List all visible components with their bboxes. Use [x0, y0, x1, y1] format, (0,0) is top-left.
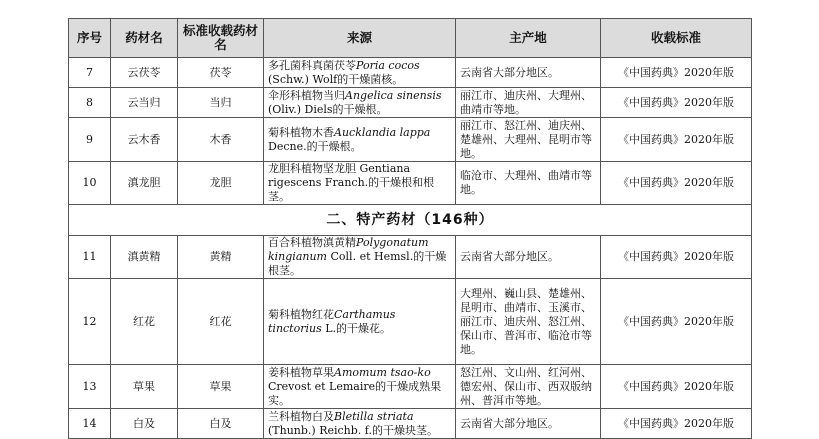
- source-family: 多孔菌科真菌茯苓: [268, 58, 356, 72]
- cell-standard: 《中国药典》2020年版: [601, 236, 752, 279]
- cell-area: 云南省大部分地区。: [456, 58, 601, 88]
- source-detail: Decne.的干燥根。: [268, 139, 362, 153]
- cell-no: 7: [69, 58, 111, 88]
- source-detail: (Schw.) Wolf的干燥菌核。: [268, 72, 404, 86]
- cell-name: 滇黄精: [111, 236, 178, 279]
- cell-standard: 《中国药典》2020年版: [601, 365, 752, 409]
- cell-name: 云当归: [111, 88, 178, 118]
- table-row: [69, 162, 752, 205]
- section-row: [69, 205, 752, 236]
- cell-source: [264, 365, 456, 409]
- cell-standard: 《中国药典》2020年版: [601, 279, 752, 365]
- cell-standard: 《中国药典》2020年版: [601, 88, 752, 118]
- cell-no: 9: [69, 118, 111, 162]
- cell-standard-name: 木香: [178, 118, 264, 162]
- cell-standard-name: 当归: [178, 88, 264, 118]
- cell-area: 丽江市、迪庆州、大理州、曲靖市等地。: [456, 88, 601, 118]
- cell-standard-name: 白及: [178, 409, 264, 439]
- header-no: 序号: [69, 19, 111, 58]
- source-latin-name: Carthamus tinctorius: [268, 307, 396, 335]
- cell-name: 滇龙胆: [111, 162, 178, 205]
- table-row: [69, 236, 752, 279]
- header-row: [69, 19, 752, 58]
- source-latin-name: Bletilla striata: [334, 409, 414, 423]
- cell-name: 红花: [111, 279, 178, 365]
- cell-no: 12: [69, 279, 111, 365]
- cell-area: 大理州、巍山县、楚雄州、昆明市、曲靖市、玉溪市、丽江市、迪庆州、怒江州、保山市、普洱市、临沧市等地。: [456, 279, 601, 365]
- cell-standard: 《中国药典》2020年版: [601, 118, 752, 162]
- source-detail: (Oliv.) Diels的干燥根。: [268, 102, 388, 116]
- source-family: 菊科植物红花: [268, 307, 334, 321]
- cell-area: 丽江市、怒江州、迪庆州、楚雄州、大理州、昆明市等地。: [456, 118, 601, 162]
- cell-no: 11: [69, 236, 111, 279]
- cell-standard-name: 龙胆: [178, 162, 264, 205]
- header-name: 药材名: [111, 19, 178, 58]
- cell-source: [264, 88, 456, 118]
- source-detail: Gentiana rigescens Franch.的干燥根和根茎。: [268, 162, 435, 203]
- source-family: 龙胆科植物坚龙胆: [268, 162, 356, 175]
- section-title: 二、特产药材（146种）: [69, 205, 752, 236]
- source-family: 伞形科植物当归: [268, 88, 345, 102]
- section-row-group: [69, 205, 752, 236]
- cell-area: 怒江州、文山州、红河州、德宏州、保山市、西双版纳州、普洱市等地。: [456, 365, 601, 409]
- cell-no: 10: [69, 162, 111, 205]
- source-detail: Coll. et Hemsl.的干燥根茎。: [268, 250, 447, 277]
- table-row: [69, 118, 752, 162]
- cell-standard-name: 茯苓: [178, 58, 264, 88]
- cell-name: 云茯苓: [111, 58, 178, 88]
- herb-table-container: [68, 18, 751, 439]
- cell-standard-name: 草果: [178, 365, 264, 409]
- herb-table: [68, 18, 752, 439]
- table-row: [69, 365, 752, 409]
- cell-source: [264, 58, 456, 88]
- header-area: 主产地: [456, 19, 601, 58]
- cell-name: 白及: [111, 409, 178, 439]
- cell-standard: 《中国药典》2020年版: [601, 162, 752, 205]
- cell-standard-name: 红花: [178, 279, 264, 365]
- cell-source: [264, 236, 456, 279]
- cell-area: 临沧市、大理州、曲靖市等地。: [456, 162, 601, 205]
- source-latin-name: Amomum tsao-ko: [334, 365, 431, 379]
- cell-standard-name: 黄精: [178, 236, 264, 279]
- source-latin-name: Polygonatum kingianum: [268, 236, 429, 263]
- cell-source: [264, 162, 456, 205]
- source-latin-name: Poria cocos: [356, 58, 420, 72]
- source-detail: L.的干燥花。: [325, 321, 392, 335]
- header-source: 来源: [264, 19, 456, 58]
- cell-area: 云南省大部分地区。: [456, 409, 601, 439]
- table-body-part-2: [69, 236, 752, 439]
- table-body-part-1: [69, 58, 752, 205]
- cell-no: 13: [69, 365, 111, 409]
- source-latin-name: Angelica sinensis: [345, 88, 442, 102]
- source-detail: Crevost et Lemaire的干燥成熟果实。: [268, 379, 442, 407]
- cell-standard: 《中国药典》2020年版: [601, 409, 752, 439]
- table-row: [69, 58, 752, 88]
- cell-source: [264, 279, 456, 365]
- cell-name: 云木香: [111, 118, 178, 162]
- cell-no: 8: [69, 88, 111, 118]
- source-family: 百合科植物滇黄精: [268, 236, 356, 249]
- source-family: 兰科植物白及: [268, 409, 334, 423]
- cell-area: 云南省大部分地区。: [456, 236, 601, 279]
- source-latin-name: Aucklandia lappa: [334, 125, 431, 139]
- cell-no: 14: [69, 409, 111, 439]
- table-row: [69, 88, 752, 118]
- cell-name: 草果: [111, 365, 178, 409]
- cell-source: [264, 118, 456, 162]
- source-family: 菊科植物木香: [268, 125, 334, 139]
- header-standard-name: 标准收载药材名: [178, 19, 264, 58]
- source-family: 姜科植物草果: [268, 365, 334, 379]
- table-row: [69, 279, 752, 365]
- cell-standard: 《中国药典》2020年版: [601, 58, 752, 88]
- header-standard: 收载标准: [601, 19, 752, 58]
- source-detail: (Thunb.) Reichb. f.的干燥块茎。: [268, 423, 438, 437]
